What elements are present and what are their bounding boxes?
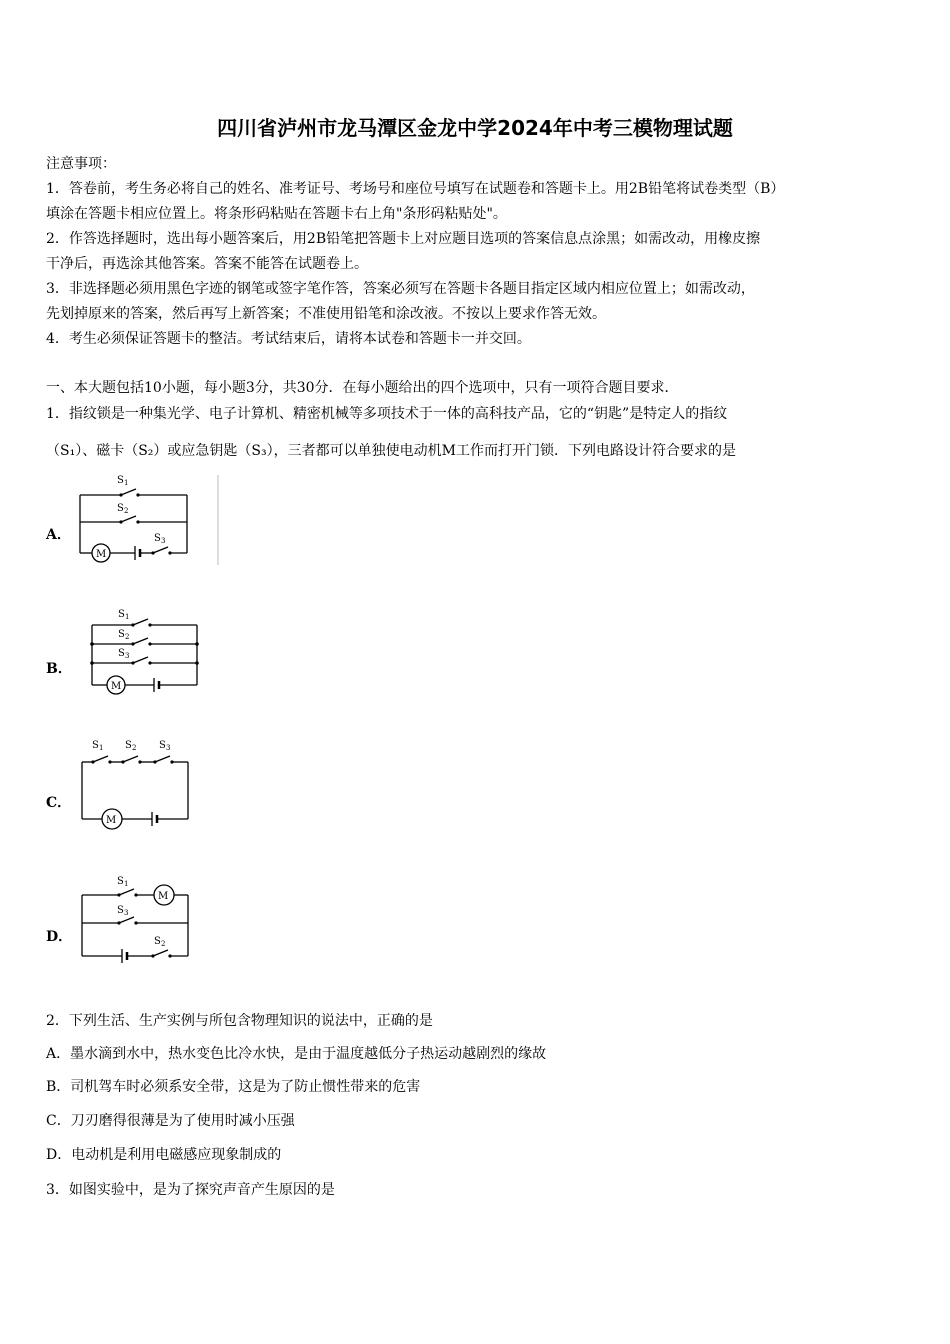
s2-sub: 2 bbox=[124, 507, 129, 515]
s3-label: S bbox=[118, 648, 125, 659]
q1-option-d-label: D． bbox=[46, 929, 73, 945]
notice-line-6: 先划掉原来的答案，然后再写上新答案；不准使用铅笔和涂改液。不按以上要求作答无效。 bbox=[46, 306, 606, 322]
s2-label: S bbox=[125, 740, 132, 751]
q2-option-b: B．司机驾车时必须系安全带，这是为了防止惯性带来的危害 bbox=[46, 1079, 421, 1095]
s1-label: S bbox=[117, 876, 124, 887]
s1-sub: 1 bbox=[124, 880, 129, 888]
s3-label: S bbox=[154, 533, 161, 544]
notice-line-3: 2．作答选择题时，选出每小题答案后，用2B铅笔把答题卡上对应题目选项的答案信息点涂黑；如需改动，用橡皮擦 bbox=[46, 231, 761, 247]
s1-label: S bbox=[92, 740, 99, 751]
s1-sub: 1 bbox=[99, 744, 104, 752]
motor-label: M bbox=[106, 815, 117, 826]
motor-label: M bbox=[96, 549, 107, 560]
notice-line-2: 填涂在答题卡相应位置上。将条形码粘贴在答题卡右上角"条形码粘贴处"。 bbox=[46, 206, 507, 222]
notice-heading: 注意事项： bbox=[46, 156, 116, 172]
q2-option-a: A．墨水滴到水中，热水变色比冷水快，是由于温度越低分子热运动越剧烈的缘故 bbox=[46, 1046, 547, 1062]
q1-stem-line-2: （S₁）、磁卡（S₂）或应急钥匙（S₃），三者都可以单独使电动机M工作而打开门锁．下列电路设计符合要求的是 bbox=[46, 443, 736, 459]
motor-label: M bbox=[158, 891, 169, 902]
s3-label: S bbox=[159, 740, 166, 751]
q3-stem: 3．如图实验中，是为了探究声音产生原因的是 bbox=[46, 1182, 335, 1198]
s3-sub: 3 bbox=[161, 537, 166, 545]
s2-label: S bbox=[117, 503, 124, 514]
q1-option-b-circuit bbox=[72, 600, 217, 700]
s2-label: S bbox=[117, 905, 124, 916]
q1-option-b-label: B． bbox=[46, 661, 72, 677]
q1-option-a-label: A． bbox=[46, 527, 71, 543]
q2-stem: 2．下列生活、生产实例与所包含物理知识的说法中，正确的是 bbox=[46, 1013, 433, 1029]
notice-line-7: 4．考生必须保证答题卡的整洁。考试结束后，请将本试卷和答题卡一并交回。 bbox=[46, 331, 531, 347]
q2-option-c: C．刀刃磨得很薄是为了使用时减小压强 bbox=[46, 1113, 295, 1129]
page-title: 四川省泸州市龙马潭区金龙中学2024年中考三模物理试题 bbox=[217, 116, 733, 140]
s2-label: S bbox=[118, 629, 125, 640]
s2-sub: 2 bbox=[132, 744, 137, 752]
s1-sub: 1 bbox=[125, 613, 130, 621]
q1-option-c-circuit bbox=[72, 734, 202, 834]
s3-sub: 3 bbox=[166, 744, 171, 752]
motor-label: M bbox=[111, 681, 122, 692]
notice-line-1: 1．答卷前，考生务必将自己的姓名、准考证号、考场号和座位号填写在试题卷和答题卡上。用2B铅笔将试卷类型（B） bbox=[46, 181, 785, 197]
s3-sub: 2 bbox=[161, 940, 166, 948]
s3-label: S bbox=[154, 936, 161, 947]
notice-line-5: 3．非选择题必须用黑色字迹的钢笔或签字笔作答，答案必须写在答题卡各题目指定区域内相应位置上；如需改动， bbox=[46, 281, 755, 297]
q1-option-c-label: C． bbox=[46, 795, 72, 811]
s2-sub: 2 bbox=[125, 633, 130, 641]
q1-option-a-circuit bbox=[72, 470, 222, 570]
s1-sub: 1 bbox=[124, 479, 129, 487]
notice-line-4: 干净后，再选涂其他答案。答案不能答在试题卷上。 bbox=[46, 256, 368, 272]
s1-label: S bbox=[117, 475, 124, 486]
s2-sub: 3 bbox=[124, 909, 129, 917]
q2-option-d: D．电动机是利用电磁感应现象制成的 bbox=[46, 1147, 282, 1163]
q1-stem-line-1: 1．指纹锁是一种集光学、电子计算机、精密机械等多项技术于一体的高科技产品，它的“钥匙”是特定人的指纹 bbox=[46, 406, 728, 422]
section-heading: 一、本大题包括10小题，每小题3分，共30分．在每小题给出的四个选项中，只有一项符合题目要求． bbox=[46, 380, 679, 396]
q1-option-d-circuit bbox=[72, 868, 202, 968]
s1-label: S bbox=[118, 609, 125, 620]
s3-sub: 3 bbox=[125, 652, 130, 660]
